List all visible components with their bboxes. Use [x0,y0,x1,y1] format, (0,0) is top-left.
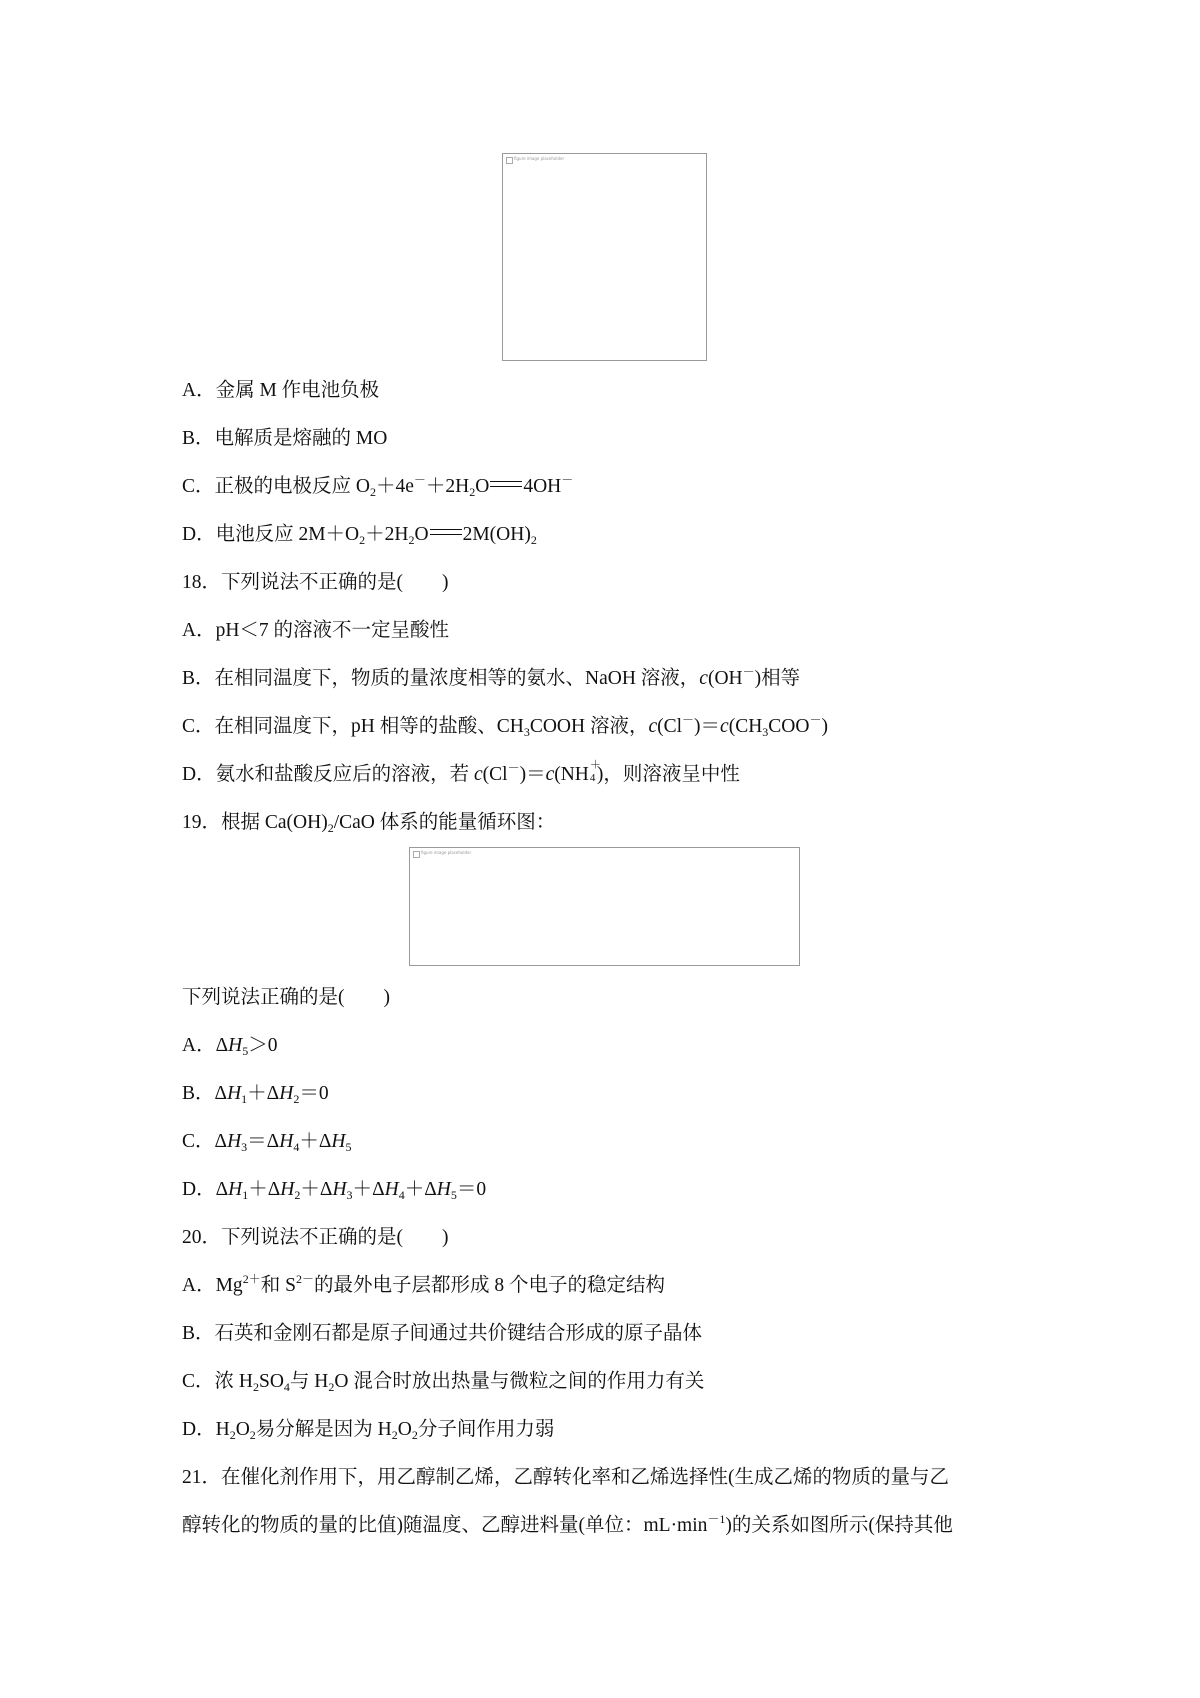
text-fragment: ＋ [300,1179,320,1200]
text-fragment: － [682,713,695,727]
text-fragment: 3 [523,725,530,739]
text-fragment: O [235,1419,250,1440]
text-fragment: Δ [319,1179,333,1200]
text-fragment: 3 [241,1140,248,1154]
text-fragment: 2 [411,1428,418,1442]
text-fragment: Δ [372,1179,385,1200]
text-fragment: C． [182,716,215,737]
q17-option-a [182,378,379,404]
text-fragment: H [331,1131,346,1152]
text-fragment: － [742,665,755,679]
text-fragment: B． [182,428,215,449]
q17-option-d [182,522,537,548]
text-fragment: D． [182,1419,216,1440]
q19-option-d [182,1177,486,1203]
q18-option-c [182,714,828,740]
text-fragment: Δ [267,1179,281,1200]
text-fragment: c [473,764,483,785]
text-fragment: D． [182,524,216,545]
q19-option-a [182,1033,278,1059]
q21-stem-line1: 21．在催化剂作用下，用乙醇制乙烯，乙醇转化率和乙烯选择性(生成乙烯的物质的量与乙 [182,1467,949,1488]
text-fragment: 4OH [523,476,562,497]
text-fragment: O [475,476,490,497]
text-fragment: c [720,716,729,737]
text-fragment: COOH 溶液， [529,716,649,737]
text-fragment: ＝ [247,1131,267,1152]
text-fragment: SO [258,1371,284,1392]
text-fragment: H [228,1035,243,1056]
text-fragment: 19．根据 Ca(OH) [182,812,328,833]
text-fragment: (NH [554,764,589,785]
text-fragment: 1 [241,1092,248,1106]
text-fragment: B． [182,1083,215,1104]
text-fragment: ＋2H [365,524,409,545]
text-fragment: ＋2H [425,476,470,497]
q20-option-c [182,1369,704,1395]
text-fragment: C． [182,1131,215,1152]
text-fragment: O [397,1419,412,1440]
text-fragment: 2 [391,1428,398,1442]
text-fragment: D． [182,764,216,785]
text-fragment: 3 [346,1188,353,1202]
text-fragment: Mg [215,1275,243,1296]
text-fragment: － [561,473,574,487]
text-fragment: )的关系如图所示(保持其他 [725,1515,953,1536]
q19-stem [182,810,555,836]
q18-option-d [182,759,740,788]
q21-stem-line2 [182,1513,953,1539]
figure-caption: figure image placeholder [421,850,472,855]
text-fragment: 与 H [289,1371,329,1392]
q17-option-c [182,474,573,500]
text-fragment: ) [821,716,828,737]
text-fragment: 2＋ [242,1272,261,1286]
text-fragment: COO [768,716,810,737]
text-fragment: 和 S [260,1275,296,1296]
text-fragment: 电池反应 2M＋O [215,524,360,545]
q19-option-b [182,1081,329,1107]
text-fragment: 2 [249,1428,256,1442]
text-fragment: (OH [707,668,743,689]
text-fragment: ＝0 [456,1179,487,1200]
text-fragment: )，则溶液呈中性 [596,764,740,785]
text-fragment: H [228,1179,243,1200]
text-fragment: 2 [469,485,476,499]
q19-question: 下列说法正确的是( ) [182,987,390,1008]
text-fragment: C． [182,1371,215,1392]
text-fragment: 正极的电极反应 O [214,476,370,497]
text-fragment: 4 [293,1140,300,1154]
text-fragment: 2 [408,533,415,547]
text-fragment: ＋4e [375,476,414,497]
q20-option-d [182,1417,554,1443]
text-fragment: Δ [318,1131,332,1152]
q19-option-c [182,1129,351,1155]
text-fragment: B． [182,668,215,689]
text-fragment: H [279,1083,294,1104]
text-fragment: pH＜7 的溶液不一定呈酸性 [215,620,450,641]
text-fragment: 2M(OH) [462,524,531,545]
text-fragment: c [545,764,555,785]
text-fragment: ＋ [589,759,601,771]
text-fragment: 金属 M 作电池负极 [215,380,380,401]
text-fragment: D． [182,1179,216,1200]
text-fragment: 的最外电子层都形成 8 个电子的稳定结构 [313,1275,665,1296]
text-fragment: C． [182,476,215,497]
text-fragment: A． [182,1275,216,1296]
text-fragment: ＞0 [248,1035,278,1056]
q18-option-b [182,666,800,692]
broken-image-icon [413,851,420,858]
broken-image-icon [506,157,513,164]
text-fragment: Δ [215,1179,229,1200]
figure-caption: figure image placeholder [514,156,565,161]
text-fragment: 2 [294,1188,301,1202]
text-fragment: 5 [242,1044,249,1058]
energy-cycle-figure [409,847,800,966]
text-fragment: 4 [589,772,596,784]
text-fragment: ＋ [299,1131,319,1152]
text-fragment: 2 [328,1380,335,1394]
text-fragment: )＝ [519,764,546,785]
text-fragment: A． [182,380,216,401]
text-fragment: ＋ [248,1179,268,1200]
text-fragment: (Cl [482,764,508,785]
text-fragment: O 混合时放出热量与微粒之间的作用力有关 [334,1371,705,1392]
text-fragment: )相等 [754,668,801,689]
text-fragment: c [699,668,708,689]
text-fragment: H [215,1419,230,1440]
text-fragment: 2 [293,1092,300,1106]
text-fragment: 5 [450,1188,457,1202]
text-fragment: H [227,1083,242,1104]
text-fragment: 在相同温度下，物质的量浓度相等的氨水、NaOH 溶液， [214,668,700,689]
text-fragment: 2－ [295,1272,314,1286]
text-fragment: /CaO 体系的能量循环图： [333,812,556,833]
text-fragment: 5 [345,1140,352,1154]
text-fragment: 醇转化的物质的量的比值)随温度、乙醇进料量(单位：mL·min [182,1515,708,1536]
q18-option-a [182,618,449,644]
text-fragment: A． [182,620,216,641]
text-fragment: (Cl [657,716,683,737]
text-fragment: 2 [252,1380,259,1394]
text-fragment: H [384,1179,399,1200]
text-fragment: H [279,1131,294,1152]
text-fragment: 2 [229,1428,236,1442]
q20-option-a [182,1273,665,1299]
text-fragment: Δ [266,1083,280,1104]
text-fragment: Δ [424,1179,437,1200]
q18-stem: 18．下列说法不正确的是( ) [182,572,449,593]
text-fragment: 4 [398,1188,405,1202]
text-fragment: 浓 H [214,1371,253,1392]
text-fragment: H [227,1131,242,1152]
q17-option-b [182,426,387,452]
text-fragment: A． [182,1035,216,1056]
text-fragment: Δ [215,1035,229,1056]
text-fragment: 2 [530,533,537,547]
text-fragment: (CH [728,716,763,737]
text-fragment: ＋ [352,1179,373,1200]
text-fragment: 电解质是熔融的 MO [214,428,388,449]
battery-figure [502,153,707,361]
equals-sign-icon [430,528,462,538]
text-fragment: 分子间作用力弱 [417,1419,555,1440]
text-fragment: H [280,1179,295,1200]
text-fragment: H [332,1179,347,1200]
text-fragment: B． [182,1323,215,1344]
text-fragment: － [809,713,822,727]
text-fragment: 2 [359,533,366,547]
text-fragment: 氨水和盐酸反应后的溶液，若 [215,764,474,785]
text-fragment: ＋ [404,1179,425,1200]
text-fragment: )＝ [694,716,721,737]
text-fragment: － [413,473,426,487]
text-fragment: ＋ [247,1083,267,1104]
text-fragment: Δ [266,1131,280,1152]
text-fragment: 3 [762,725,769,739]
equals-sign-icon [490,480,522,490]
text-fragment: 在相同温度下，pH 相等的盐酸、CH [214,716,524,737]
text-fragment: 2 [327,821,334,835]
text-fragment: Δ [214,1083,228,1104]
ammonium-sub-sup [589,759,601,784]
text-fragment: ＝0 [299,1083,329,1104]
text-fragment: 石英和金刚石都是原子间通过共价键结合形成的原子晶体 [214,1323,703,1344]
text-fragment: －1 [707,1512,726,1526]
q20-option-b [182,1321,702,1347]
text-fragment: c [648,716,658,737]
text-fragment: 易分解是因为 H [255,1419,392,1440]
text-fragment: 4 [283,1380,290,1394]
text-fragment: Δ [214,1131,228,1152]
text-fragment: 2 [369,485,376,499]
q20-stem: 20．下列说法不正确的是( ) [182,1227,449,1248]
text-fragment: O [414,524,429,545]
text-fragment: － [507,761,520,775]
text-fragment: H [436,1179,451,1200]
text-fragment: 1 [242,1188,249,1202]
